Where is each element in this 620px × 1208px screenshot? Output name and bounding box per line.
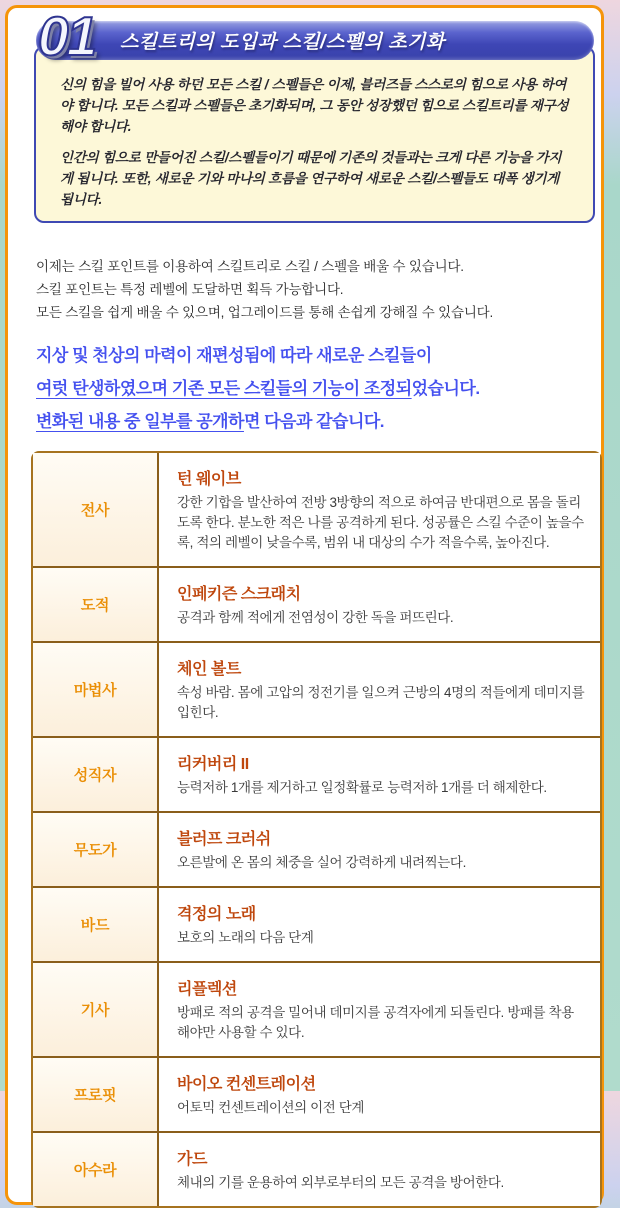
skill-description: 체내의 기를 운용하여 외부로부터의 모든 공격을 방어한다. <box>177 1175 504 1190</box>
skill-cell <box>159 888 600 961</box>
skill-cell <box>159 963 600 1056</box>
class-name-cell: 바드 <box>33 888 159 961</box>
class-name-cell: 프로핏 <box>33 1058 159 1131</box>
skill-name: 블러프 크러쉬 <box>177 831 271 848</box>
skill-cell <box>159 643 600 736</box>
highlight-text <box>36 339 591 438</box>
skill-description: 오른발에 온 몸의 체중을 실어 강력하게 내려찍는다. <box>177 855 466 870</box>
notice-box <box>34 46 595 223</box>
table-row <box>33 566 600 641</box>
table-row <box>33 1131 600 1206</box>
class-name-cell: 기사 <box>33 963 159 1056</box>
skill-cell <box>159 738 600 811</box>
highlight-line: 지상 및 천상의 마력이 재편성됨에 따라 새로운 스킬들이 <box>36 346 432 365</box>
notice-paragraph: 인간의 힘으로 만들어진 스킬/스펠들이기 때문에 기존의 것들과는 크게 다른 기능을 가지게 됩니다. 또한, 새로운 기와 마나의 흐름을 연구하여 새로운 스킬/스펠들도 대폭 생기게 됩니다. <box>60 150 562 207</box>
skills-table <box>31 451 602 1208</box>
skill-cell <box>159 568 600 641</box>
skill-cell <box>159 813 600 886</box>
class-name-cell: 아수라 <box>33 1133 159 1206</box>
skill-description: 어토믹 컨센트레이션의 이전 단계 <box>177 1100 365 1115</box>
section-header <box>8 5 601 67</box>
class-name-cell: 도적 <box>33 568 159 641</box>
skill-description: 공격과 함께 적에게 전염성이 강한 독을 퍼뜨린다. <box>177 610 454 625</box>
table-row <box>33 641 600 736</box>
skill-name: 인페키즌 스크래치 <box>177 586 301 603</box>
table-row <box>33 453 600 566</box>
table-row <box>33 736 600 811</box>
content-card <box>5 5 604 1205</box>
class-name-cell: 전사 <box>33 453 159 566</box>
class-name-cell: 성직자 <box>33 738 159 811</box>
section-title-banner <box>36 21 594 60</box>
skill-description: 능력저하 1개를 제거하고 일정확률로 능력저하 1개를 더 해제한다. <box>177 780 547 795</box>
class-name-cell: 마법사 <box>33 643 159 736</box>
skill-description: 강한 기합을 발산하여 전방 3방향의 적으로 하여금 반대편으로 몸을 돌리도록 한다. 분노한 적은 나를 공격하게 된다. 성공률은 스킬 수준이 높을수록, 적의 레벨이 낮을수록, 범위 내 대상의 수가 적을수록, 높아진다. <box>177 495 584 550</box>
intro-line: 이제는 스킬 포인트를 이용하여 스킬트리로 스킬 / 스펠을 배울 수 있습니다. <box>36 259 464 274</box>
skill-description: 보호의 노래의 다음 단계 <box>177 930 314 945</box>
skill-name: 가드 <box>177 1151 207 1168</box>
intro-line: 스킬 포인트는 특정 레벨에 도달하면 획득 가능합니다. <box>36 282 344 297</box>
skill-cell <box>159 1058 600 1131</box>
skill-name: 격정의 노래 <box>177 906 256 923</box>
section-number: 01 <box>38 5 96 67</box>
table-row <box>33 811 600 886</box>
skill-name: 리플렉션 <box>177 981 237 998</box>
table-row <box>33 886 600 961</box>
class-name-cell: 무도가 <box>33 813 159 886</box>
skill-description: 속성 바람. 몸에 고압의 정전기를 일으켜 근방의 4명의 적들에게 데미지를 입힌다. <box>177 685 585 720</box>
notice-paragraph: 신의 힘을 빌어 사용 하던 모든 스킬 / 스펠들은 이제, 블러즈들 스스로의 힘으로 사용 하여야 합니다. 모든 스킬과 스펠들은 초기화되며, 그 동안 성장했던 힘으로 스킬트리를 재구성 해야 합니다. <box>60 77 569 134</box>
skill-name: 리커버리 II <box>177 756 249 773</box>
intro-text <box>36 255 587 324</box>
highlight-line: 여럿 탄생하였으며 기존 모든 스킬들의 기능이 조정되었습니다. <box>36 379 480 398</box>
skill-cell <box>159 453 600 566</box>
highlight-line: 변화된 내용 중 일부를 공개하면 다음과 같습니다. <box>36 412 385 431</box>
skill-name: 바이오 컨센트레이션 <box>177 1076 316 1093</box>
intro-line: 모든 스킬을 쉽게 배울 수 있으며, 업그레이드를 통해 손쉽게 강해질 수 있습니다. <box>36 305 494 320</box>
table-row <box>33 961 600 1056</box>
skill-cell <box>159 1133 600 1206</box>
skill-description: 방패로 적의 공격을 밀어내 데미지를 공격자에게 되돌린다. 방패를 착용해야만 사용할 수 있다. <box>177 1005 574 1040</box>
skill-name: 턴 웨이브 <box>177 471 241 488</box>
section-title: 스킬트리의 도입과 스킬/스펠의 초기화 <box>120 32 445 53</box>
skill-name: 체인 볼트 <box>177 661 241 678</box>
table-row <box>33 1056 600 1131</box>
